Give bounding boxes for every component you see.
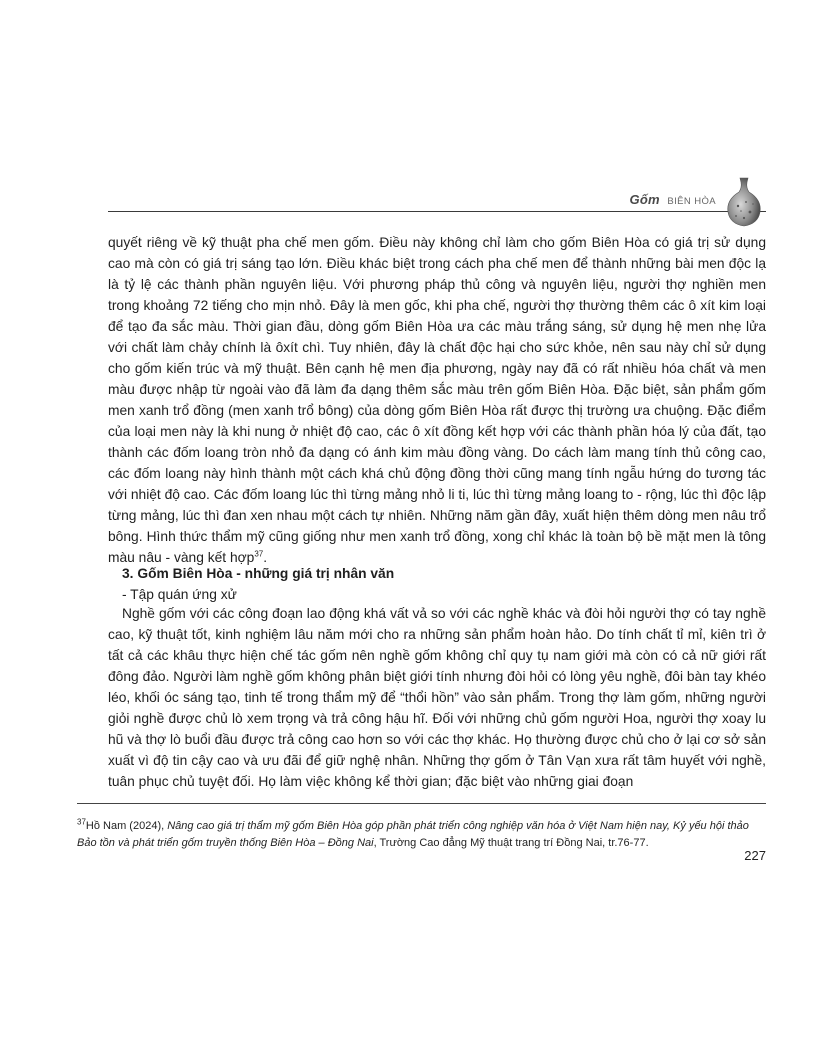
section-heading: 3. Gốm Biên Hòa - những giá trị nhân văn <box>122 566 395 581</box>
footnote-rest: , Trường Cao đẳng Mỹ thuật trang trí Đồng Nai, tr.76-77. <box>373 837 649 849</box>
footnote <box>77 818 766 852</box>
body-paragraph: quyết riêng về kỹ thuật pha chế men gốm. Điều này không chỉ làm cho gốm Biên Hòa có giá trị sử dụng cao mà còn có giá trị sáng tạo lớn. Điều khác biệt trong cách pha chế men để thành những bài men độc lạ là tỷ lệ các thành phần nguyên liệu. Với phương pháp thủ công và nguyên liệu, người thợ nghiền men trong khoảng 72 tiếng cho mịn nhỏ. Đây là men gốc, khi pha chế, người thợ thường thêm các ô xít kim loại để tạo đa sắc màu. Thời gian đầu, dòng gốm Biên Hòa ưa các màu trắng sáng, sử dụng hệ men nhẹ lửa với chất làm chảy chính là ôxít chì. Tuy nhiên, đây là chất độc hại cho sức khỏe, nên sau này chỉ sử dụng cho gốm kiến trúc và mỹ thuật. Bên cạnh hệ men địa phương, ngày nay đã có rất nhiều hóa chất và men màu được nhập từ ngoài vào đã làm đa dạng thêm sắc màu trên gốm Biên Hòa. Đặc biệt, sản phẩm gốm men xanh trổ đồng (men xanh trổ bông) của dòng gốm Biên Hòa rất được thị trường ưa chuộng. Đặc điểm của loại men này là khi nung ở nhiệt độ cao, các ô xít đồng kết hợp với các thành phần hóa lý của đất, tạo thành các đốm loang tròn nhỏ đa dạng có ánh kim màu đồng vàng. Do cách làm mang tính thủ công cao, các đốm loang này hình thành một cách khá chủ động đồng thời cũng mang tính ngẫu hứng do tương tác với nhiệt độ cao. Các đốm loang lúc thì từng mảng nhỏ li ti, lúc thì từng mảng loang to - rộng, lúc thì độc lập từng mảng, lúc thì đan xen nhau một cách tự nhiên. Những năm gần đây, xuất hiện thêm dòng men nâu trổ bông. Hình thức thẩm mỹ cũng giống như men xanh trổ đồng, xong chỉ khác là toàn bộ bề mặt men là tông màu nâu - vàng kết hợp$^{37}$. <box>108 235 766 565</box>
section-subheading: - Tập quán ứng xử <box>122 587 237 602</box>
footnote-number: 37 <box>77 817 86 827</box>
footnote-author: Hồ Nam (2024), <box>85 820 168 832</box>
section-body <box>108 603 766 792</box>
page-number: 227 <box>744 848 766 863</box>
running-header <box>108 178 766 214</box>
header-rule <box>108 211 766 212</box>
footnote-reference[interactable]: 37 <box>254 549 264 559</box>
header-title <box>630 192 716 207</box>
section-paragraph: Nghề gốm với các công đoạn lao động khá vất vả so với các nghề khác và đòi hỏi người thợ có tay nghề cao, kỹ thuật tốt, kinh nghiệm lâu năm mới cho ra những sản phẩm hoàn hảo. Do tính chất tỉ mỉ, kiên trì ở tất cả các khâu thực hiện chế tác gốm nên nghề gốm không chỉ quy tụ nam giới mà còn có cả nữ giới rất đông đảo. Người làm nghề gốm không phân biệt giới tính nhưng đòi hỏi có lòng yêu nghề, đôi bàn tay khéo léo, khối óc sáng tạo, tinh tế trong thẩm mỹ để “thổi hồn” vào sản phẩm. Trong thợ làm gốm, những người giỏi nghề được chủ lò xem trọng và trả công hậu hĩ. Đối với những chủ gốm người Hoa, người thợ xoay lu hũ và thợ lò buổi đầu được trả công cao hơn so với các thợ khác. Họ thường được chủ cho ở lại cơ sở sản xuất vì độ tin cậy cao và ưu đãi để giữ nghệ nhân. Những thợ gốm ở Tân Vạn xưa rất tâm huyết với nghề, tuân phục chủ tuyệt đối. Họ làm việc không kể thời gian; đặc biệt vào những giai đoạn <box>108 606 766 789</box>
body-paragraph-text: quyết riêng về kỹ thuật pha chế men gốm. Điều này không chỉ làm cho gốm Biên Hòa có giá trị sử dụng cao mà còn có giá trị sáng tạo lớn. Điều khác biệt trong cách pha chế men để thành những bài men độc lạ là tỷ lệ các thành phần nguyên liệu. Với phương pháp thủ công và nguyên liệu, người thợ nghiền men trong khoảng 72 tiếng cho mịn nhỏ. Đây là men gốc, khi pha chế, người thợ thường thêm các ô xít kim loại để tạo đa sắc màu. Thời gian đầu, dòng gốm Biên Hòa ưa các màu trắng sáng, sử dụng hệ men nhẹ lửa với chất làm chảy chính là ôxít chì. Tuy nhiên, đây là chất độc hại cho sức khỏe, nên sau này chỉ sử dụng cho gốm kiến trúc và mỹ thuật. Bên cạnh hệ men địa phương, ngày nay đã có rất nhiều hóa chất và men màu được nhập từ ngoài vào đã làm đa dạng thêm sắc màu trên gốm Biên Hòa. Đặc biệt, sản phẩm gốm men xanh trổ đồng (men xanh trổ bông) của dòng gốm Biên Hòa rất được thị trường ưa chuộng. Đặc điểm của loại men này là khi nung ở nhiệt độ cao, các ô xít đồng kết hợp với các thành phần hóa lý của đất, tạo thành các đốm loang tròn nhỏ đa dạng có ánh kim màu đồng vàng. Do cách làm mang tính thủ công cao, các đốm loang này hình thành một cách khá chủ động đồng thời cũng mang tính ngẫu hứng do tương tác với nhiệt độ cao. Các đốm loang lúc thì từng mảng nhỏ li ti, lúc thì từng mảng loang to - rộng, lúc thì độc lập từng mảng, lúc thì đan xen nhau một cách tự nhiên. Những năm gần đây, xuất hiện thêm dòng men nâu trổ bông. Hình thức thẩm mỹ cũng giống như men xanh trổ đồng, xong chỉ khác là toàn bộ bề mặt men là tông màu nâu - vàng kết hợp <box>108 235 766 565</box>
footnote-rule <box>77 803 766 804</box>
vase-icon <box>722 176 766 228</box>
footnote-title: Nâng cao giá trị thẩm mỹ gốm Biên Hòa góp phần phát triển công nghiệp văn hóa ở Việt Nam hiện nay, Kỷ yếu hội thảo Bảo tồn và phát triển gốm truyền thống Biên Hòa – Đồng Nai <box>77 820 749 849</box>
header-subtitle: BIÊN HÒA <box>667 196 716 207</box>
body-text <box>108 232 766 568</box>
header-brand: Gốm <box>629 192 660 207</box>
